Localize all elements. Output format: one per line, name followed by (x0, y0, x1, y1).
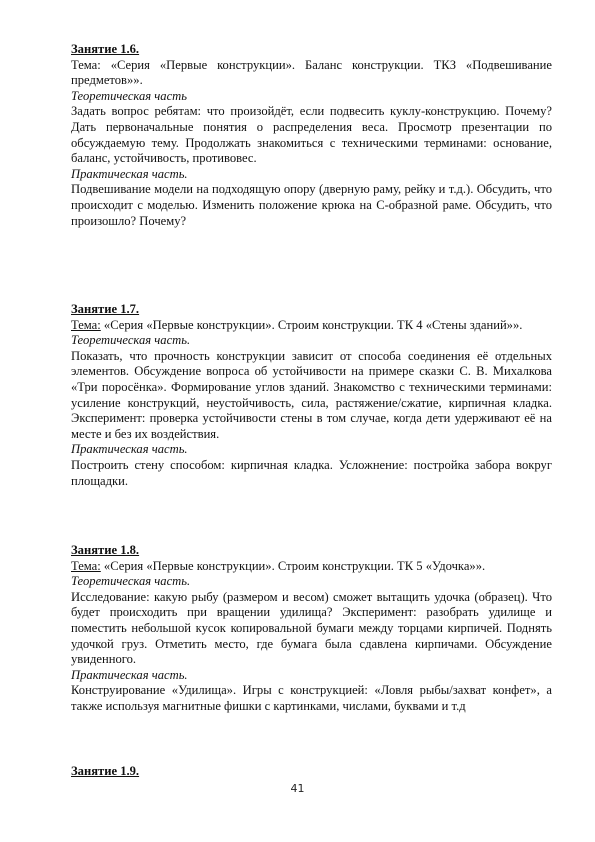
topic-text: «Серия «Первые конструкции». Строим конструкции. ТК 5 «Удочка»». (100, 558, 486, 573)
lesson-topic (71, 559, 552, 575)
theory-label: Теоретическая часть (71, 88, 187, 103)
lesson-topic (71, 58, 552, 89)
lesson-1-6 (71, 42, 552, 229)
practice-label: Практическая часть. (71, 442, 188, 457)
topic-label: Тема: (71, 317, 101, 332)
practice-text: Конструирование «Удилища». Игры с конструкцией: «Ловля рыбы/захват конфет», а также используя магнитные фишки с картинками, числами, буквами и т.д (71, 683, 552, 713)
lesson-heading: Занятие 1.7. (71, 302, 140, 316)
theory-label: Теоретическая часть. (71, 574, 191, 589)
lesson-heading: Занятие 1.9. (71, 764, 140, 778)
lesson-1-8 (71, 543, 552, 715)
lesson-heading: Занятие 1.6. (71, 42, 140, 56)
theory-label: Теоретическая часть. (71, 333, 191, 348)
theory-text: Исследование: какую рыбу (размером и весом) сможет вытащить удочка (образец). Что будет происходить при вращении удилища? Эксперимент: разобрать удилище и поместить небольшой кусок копировальной бумаги между торцами кирпичей. Поднять удочкой груз. Отметить место, где бумага была сдавлена кирпичами. Обсуждение увиденного. (71, 589, 552, 667)
practice-label: Практическая часть. (71, 667, 188, 682)
topic-text: «Серия «Первые конструкции». Строим конструкции. ТК 4 «Стены зданий»». (100, 317, 523, 332)
lesson-1-9 (71, 764, 552, 780)
lesson-topic (71, 318, 552, 334)
topic-text: Тема: «Серия «Первые конструкции». Баланс конструкции. ТКЗ «Подвешивание предметов»». (71, 57, 552, 88)
practice-label: Практическая часть. (71, 166, 188, 181)
theory-text: Задать вопрос ребятам: что произойдёт, если подвесить куклу-конструкцию. Почему? Дать первоначальные понятия о распределения веса. Просмотр презентации по обсуждаемую тему. Продолжать знакомиться с техническими терминами: основание, баланс, устойчивость, противовес. (71, 104, 552, 166)
page-number: 41 (290, 782, 305, 795)
practice-text: Построить стену способом: кирпичная кладка. Усложнение: постройка забора вокруг площадки. (71, 457, 552, 488)
practice-text: Подвешивание модели на подходящую опору (дверную раму, рейку и т.д.). Обсудить, что происходит с моделью. Изменить положение крюка на С-образной раме. Обсудить, что произошло? Почему? (71, 182, 552, 228)
topic-label: Тема: (71, 558, 101, 573)
lesson-1-7 (71, 302, 552, 489)
theory-text: Показать, что прочность конструкции зависит от способа соединения её отдельных элементов. Обсуждение вопроса об устойчивости на примере сказки С. В. Михалкова «Три поросёнка». Формирование углов зданий. Знакомство с техническими терминами: усиление конструкций, неустойчивость, сила, растяжение/сжатие, кирпичная кладка. Эксперимент: проверка устойчивости стены в том случае, когда дети удерживают её на месте и без их воздействия. (71, 348, 552, 441)
lesson-heading: Занятие 1.8. (71, 543, 140, 557)
